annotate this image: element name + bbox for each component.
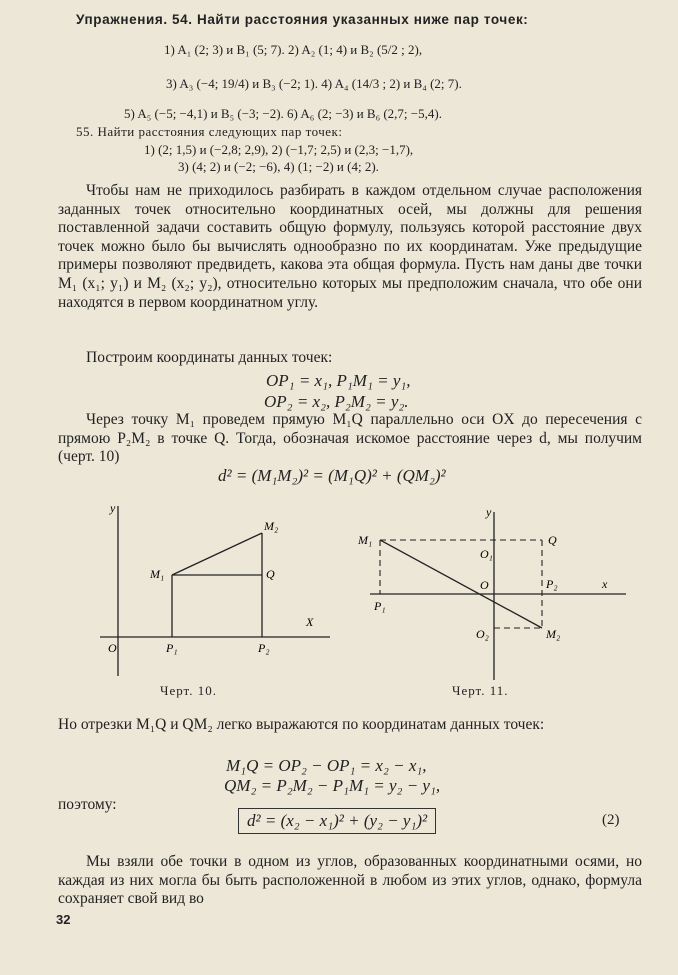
- fig11-label-x: x: [602, 577, 608, 591]
- paragraph-through-point: Через точку M₁ проведем прямую M₁Q параллельно оси OX до пересечения с прямою P₂M₂ в точке Q. Тогда, обозначая искомое расстояние через d, мы получим (черт. 10): [58, 411, 642, 466]
- fig11-segment-m1m2: [380, 540, 542, 628]
- paragraph-segments: Но отрезки M₁Q и QM₂ легко выражаются по координатам данных точек:: [58, 716, 545, 733]
- fig10-segment-m1m2: [172, 533, 262, 575]
- equation-number: (2): [602, 812, 620, 828]
- page-number: 32: [56, 912, 71, 927]
- figure-10: [100, 494, 330, 676]
- fig11-label-q: Q: [548, 533, 557, 547]
- fig11-label-m1: M₁: [358, 533, 373, 547]
- paragraph-both-points: Мы взяли обе точки в одном из углов, образованных координатными осями, но каждая из них могла бы быть расположенной в любом из этих углов, однако, формула сохраняет свой вид во: [58, 853, 642, 908]
- exercise-54-line-1: 1) A₁ (2; 3) и B₁ (5; 7). 2) A₂ (1; 4) и B₂ (5/2 ; 2),: [164, 42, 423, 57]
- fig10-label-x: X: [306, 615, 314, 629]
- fig11-label-p2: P₂: [546, 577, 558, 591]
- fig11-label-p1: P₁: [374, 599, 386, 613]
- fig10-label-p1: P₁: [166, 641, 178, 655]
- figure-11: [356, 502, 636, 682]
- exercise-title: Упражнения. 54. Найти расстояния указанных ниже пар точек:: [76, 12, 529, 27]
- fig10-label-y: y: [110, 501, 116, 515]
- paragraph-construct-coordinates: Построим координаты данных точек:: [86, 349, 333, 366]
- formula-coordinates-1: OP₁ = x₁, P₁M₁ = y₁,: [266, 371, 411, 390]
- exercise-55-title: 55. Найти расстояния следующих пар точек:: [76, 124, 343, 139]
- fig11-label-o: O: [480, 578, 489, 592]
- fig11-label-y: y: [486, 505, 492, 519]
- fig11-label-o2: O₂: [476, 627, 489, 641]
- fig11-label-m2: M₂: [546, 627, 561, 641]
- fig10-caption: Черт. 10.: [160, 683, 218, 698]
- fig11-label-o1: O₁: [480, 547, 493, 561]
- exercise-54-line-2: 3) A₃ (−4; 19/4) и B₃ (−2; 1). 4) A₄ (14/3 ; 2) и B₄ (2; 7).: [166, 76, 462, 91]
- exercise-55-line-2: 3) (4; 2) и (−2; −6), 4) (1; −2) и (4; 2).: [178, 159, 379, 174]
- formula-distance-boxed: d² = (x₂ − x₁)² + (y₂ − y₁)²: [238, 808, 436, 834]
- formula-distance-squared: d² = (M₁M₂)² = (M₁Q)² + (QM₂)²: [218, 466, 446, 485]
- formula-m1q: M₁Q = OP₂ − OP₁ = x₂ − x₁,: [226, 756, 427, 775]
- fig10-label-q: Q: [266, 567, 275, 581]
- fig10-label-m2: M₂: [264, 519, 279, 533]
- formula-coordinates-2: OP₂ = x₂, P₂M₂ = y₂.: [264, 392, 409, 411]
- fig10-label-o: O: [108, 641, 117, 655]
- paragraph-therefore: поэтому:: [58, 796, 117, 813]
- paragraph-general-formula: Чтобы нам не приходилось разбирать в каждом отдельном случае расположения заданных точек относительно координатных осей, мы должны для решения поставленной задачи составить общую формулу, пользуясь которой расстояние двух точек можно было бы вычислять однообразно по их координатам. Уже предыдущие примеры позволяют предвидеть, какова эта общая формула. Пусть нам даны две точки M₁ (x₁; y₁) и M₂ (x₂; y₂), относительно которых мы предположим сначала, что обе они находятся в первом координатном углу.: [58, 182, 642, 311]
- formula-qm2: QM₂ = P₂M₂ − P₁M₁ = y₂ − y₁,: [224, 776, 441, 795]
- fig11-caption: Черт. 11.: [452, 683, 509, 698]
- exercise-54-line-3: 5) A₅ (−5; −4,1) и B₅ (−3; −2). 6) A₆ (2; −3) и B₆ (2,7; −5,4).: [124, 106, 442, 121]
- exercise-55-line-1: 1) (2; 1,5) и (−2,8; 2,9), 2) (−1,7; 2,5) и (2,3; −1,7),: [144, 142, 414, 157]
- fig10-label-m1: M₁: [150, 567, 165, 581]
- fig10-label-p2: P₂: [258, 641, 270, 655]
